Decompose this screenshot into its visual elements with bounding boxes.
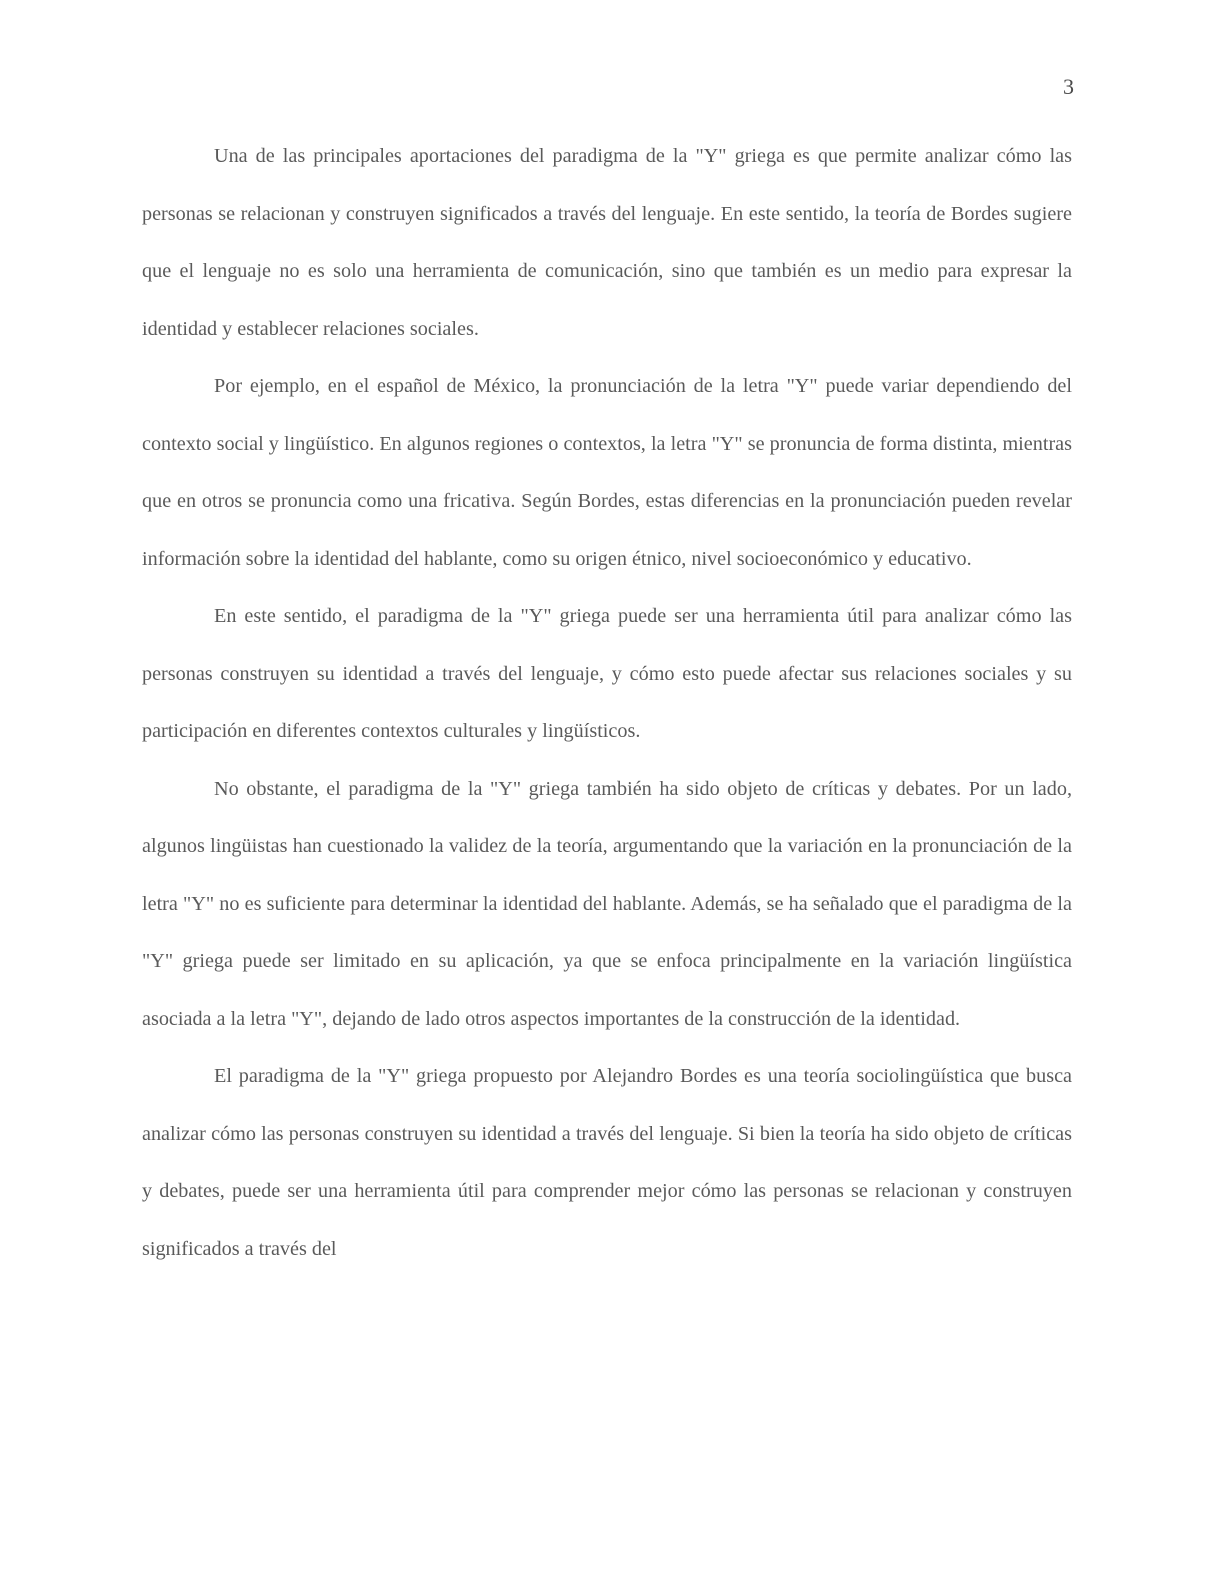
paragraph-5: El paradigma de la "Y" griega propuesto por Alejandro Bordes es una teoría sociolingüística que busca analizar cómo las personas construyen su identidad a través del lenguaje. Si bien la teoría ha sido objeto de críticas y debates, puede ser una herramienta útil para comprender mejor cómo las personas se relacionan y construyen significados a través del xyxy=(142,1065,1072,1260)
paragraph-4: No obstante, el paradigma de la "Y" griega también ha sido objeto de críticas y debates. Por un lado, algunos lingüistas han cuestionado la validez de la teoría, argumentando que la variación en la pronunciación de la letra "Y" no es suficiente para determinar la identidad del hablante. Además, se ha señalado que el paradigma de la "Y" griega puede ser limitado en su aplicación, ya que se enfoca principalmente en la variación lingüística asociada a la letra "Y", dejando de lado otros aspectos importantes de la construcción de la identidad. xyxy=(142,777,1072,1030)
paragraph-1: Una de las principales aportaciones del paradigma de la "Y" griega es que permite analizar cómo las personas se relacionan y construyen significados a través del lenguaje. En este sentido, la teoría de Bordes sugiere que el lenguaje no es solo una herramienta de comunicación, sino que también es un medio para expresar la identidad y establecer relaciones sociales. xyxy=(142,145,1072,340)
paragraph-3: En este sentido, el paradigma de la "Y" griega puede ser una herramienta útil para analizar cómo las personas construyen su identidad a través del lenguaje, y cómo esto puede afectar sus relaciones sociales y su participación en diferentes contextos culturales y lingüísticos. xyxy=(142,605,1072,742)
body-text xyxy=(142,128,1072,1278)
paragraph-2: Por ejemplo, en el español de México, la pronunciación de la letra "Y" puede variar dependiendo del contexto social y lingüístico. En algunos regiones o contextos, la letra "Y" se pronuncia de forma distinta, mientras que en otros se pronuncia como una fricativa. Según Bordes, estas diferencias en la pronunciación pueden revelar información sobre la identidad del hablante, como su origen étnico, nivel socioeconómico y educativo. xyxy=(142,375,1072,570)
page-number: 3 xyxy=(1063,74,1074,99)
